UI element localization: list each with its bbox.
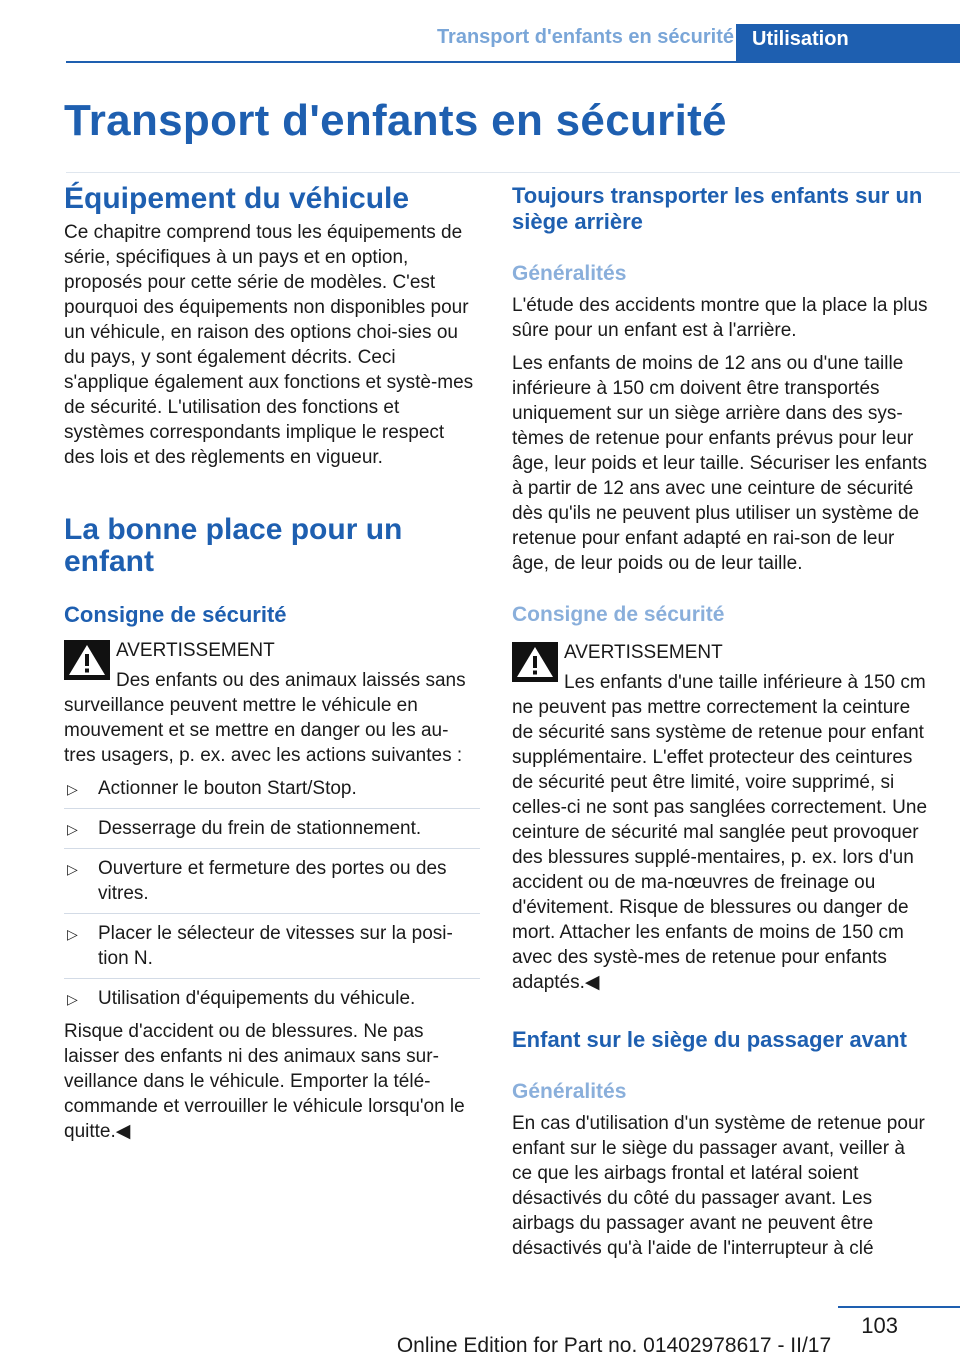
paragraph-equipement: Ce chapitre comprend tous les équipements de série, spécifiques à un pays et en option, proposés pour cette série de modèles. C'est pourquoi des équipements non disponibles pour un véhicule, en raison des options choi-sies ou du pays, y sont également décrits. Ceci s'applique également aux fonctions et systè-mes de sécurité. L'utilisation des fonctions et systèmes correspondants implique le respect des lois et des règlements en vigueur. [64,222,474,468]
section-tab: Transport d'enfants en sécurité [436,26,734,48]
heading-generalites-2: Généralités [512,1080,627,1103]
action-list [64,776,480,1011]
warning-label-right: AVERTISSEMENT [564,642,723,663]
paragraph-etude: L'étude des accidents montre que la place la plus sûre pour un enfant est à l'arrière. [512,295,928,341]
list-item: ▷ Placer le sélecteur de vitesses sur la posi-tion N. [67,923,453,969]
left-column [64,183,480,1152]
heading-consigne-left: Consigne de sécurité [64,602,287,627]
bullet-icon: ▷ [67,821,78,837]
heading-bonne-place: La bonne place pour un enfant [64,513,403,578]
heading-consigne-right: Consigne de sécurité [512,603,725,626]
title-divider [66,172,960,173]
chapter-title: Transport d'enfants en sécurité [64,96,727,145]
warning-text-right: Les enfants d'une taille inférieure à 150 cm ne peuvent pas mettre correctement la ceinture de sécurité sans système de retenue pour enfant supplémentaire. L'effet protecteur des ceintures de sécurité peut être limité, voire supprimé, si celles-ci ne sont pas sanglées correctement. Une ceinture de sécurité mal sanglée peut provoquer des blessures supplé-mentaires, p. ex. lors d'un accident ou de ma-nœuvres de freinage ou d'évitement. Risque de blessures ou danger de mort. Attacher les enfants de moins de 150 cm avec des systè-mes de retenue pour enfants adaptés.◀ [512,672,928,993]
bullet-icon: ▷ [67,861,78,877]
warning-text-left: Des enfants ou des animaux laissés sans surveillance peuvent mettre le véhicule en mouvement et se mettre en danger ou les au-tres usagers, p. ex. avec les actions suivantes : [64,670,466,766]
heading-equipement: Équipement du véhicule [64,182,410,215]
list-item: ▷ Desserrage du frein de stationnement. [64,816,480,841]
right-column [512,183,928,1269]
list-item: ▷ Actionner le bouton Start/Stop. [64,776,480,801]
paragraph-moins-12: Les enfants de moins de 12 ans ou d'une taille inférieure à 150 cm doivent être transportés uniquement sur un siège arrière dans des sys-tèmes de retenue pour enfants prévus pour leur âge, leur poids et leur taille. Sécuriser les enfants à partir de 12 ans avec une ceinture de sécurité dès qu'ils ne peuvent plus utiliser un système de retenue pour enfant adapté en rai-son de leur âge, de leur poids ou de leur taille. [512,353,928,574]
warning-block-right [512,640,928,665]
page-number: 103 [861,1313,898,1338]
list-divider [64,808,480,809]
bullet-icon: ▷ [67,991,78,1007]
bullet-icon: ▷ [67,781,78,797]
list-divider [64,913,480,914]
warning-triangle-icon [512,642,558,682]
paragraph-passager: En cas d'utilisation d'un système de retenue pour enfant sur le siège du passager avant, veiller à ce que les airbags frontal et latéral soient désactivés du côté du passager avant. Les airbags du passager avant ne peuvent être désactivés qu'à l'aide de l'interrupteur à clé [512,1113,925,1259]
header-divider [66,61,960,63]
list-divider [64,848,480,849]
warning-block-left [64,638,480,663]
heading-toujours: Toujours transporter les enfants sur un siège arrière [512,183,923,234]
paragraph-risque: Risque d'accident ou de blessures. Ne pas laisser des enfants ni des animaux sans sur-veillance dans le véhicule. Emporter la télé-commande et verrouiller le véhicule lorsqu'on le quitte.◀ [64,1021,465,1142]
list-item: ▷ Utilisation d'équipements du véhicule. [64,986,480,1011]
warning-triangle-icon [64,640,110,680]
active-section-tab: Utilisation [736,24,960,62]
heading-generalites-1: Généralités [512,262,627,285]
page-header [0,0,960,64]
footer-divider [838,1306,960,1308]
list-item: ▷ Ouverture et fermeture des portes ou des vitres. [67,858,447,904]
heading-passager: Enfant sur le siège du passager avant [512,1027,907,1052]
warning-label-left: AVERTISSEMENT [116,640,275,661]
list-divider [64,978,480,979]
bullet-icon: ▷ [67,926,78,942]
edition-footer: Online Edition for Part no. 01402978617 - II/17 [396,1334,832,1357]
